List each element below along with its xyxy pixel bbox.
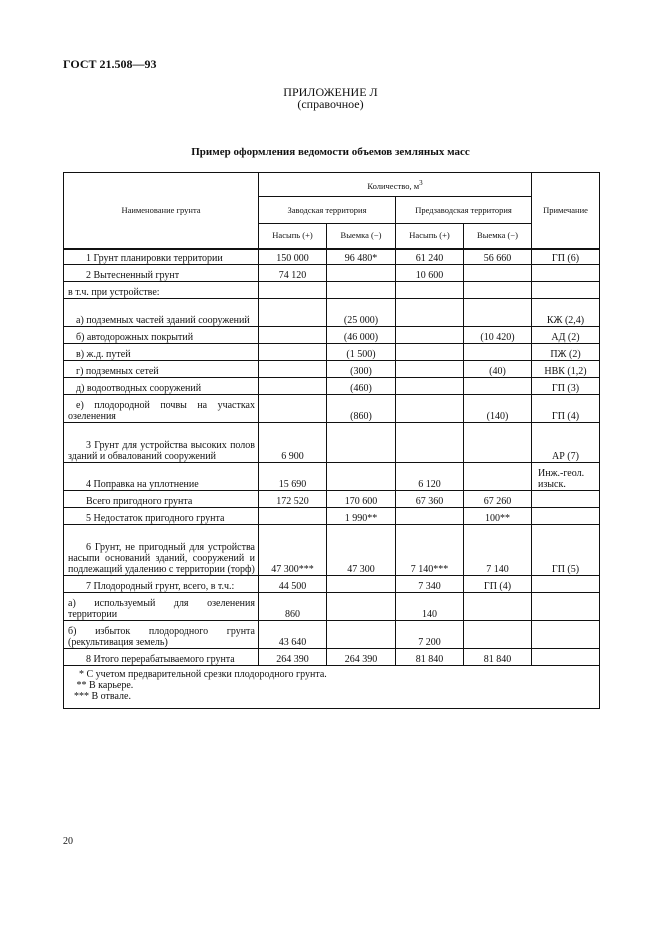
cell-note (532, 508, 600, 525)
table-row (64, 463, 600, 491)
cell-prefactory-cut (464, 265, 532, 282)
cell-factory-cut (327, 621, 396, 649)
header-note: Примечание (532, 173, 600, 249)
cell-prefactory-cut: ГП (4) (464, 576, 532, 593)
cell-prefactory-cut (464, 423, 532, 463)
cell-factory-fill: 74 120 (259, 265, 327, 282)
header-prefactory-territory: Предзаводская территория (396, 197, 532, 224)
cell-factory-cut: 47 300 (327, 525, 396, 576)
row-name: в) ж.д. путей (64, 344, 259, 361)
cell-prefactory-fill (396, 361, 464, 378)
cell-factory-fill: 172 520 (259, 491, 327, 508)
document-header: ГОСТ 21.508—93 (63, 57, 157, 71)
cell-note: АД (2) (532, 327, 600, 344)
row-name: 6 Грунт, не пригодный для устройства насыпи оснований зданий, сооружений и подлежащий удалению с территории (торф) (64, 525, 259, 576)
earthwork-volume-table (63, 172, 600, 709)
table-row (64, 299, 600, 327)
row-name: а) подземных частей зданий сооружений (64, 299, 259, 327)
cell-prefactory-fill: 61 240 (396, 249, 464, 265)
header-fill-prefactory: Насыпь (+) (396, 224, 464, 249)
appendix-heading (0, 86, 661, 110)
cell-factory-fill (259, 299, 327, 327)
cell-factory-fill (259, 508, 327, 525)
cell-factory-fill: 6 900 (259, 423, 327, 463)
cell-prefactory-fill: 6 120 (396, 463, 464, 491)
cell-prefactory-cut: (10 420) (464, 327, 532, 344)
cell-factory-fill (259, 344, 327, 361)
cell-factory-cut (327, 576, 396, 593)
cell-prefactory-fill (396, 282, 464, 299)
appendix-title: ПРИЛОЖЕНИЕ Л (283, 85, 378, 99)
cell-factory-fill (259, 361, 327, 378)
cell-prefactory-cut (464, 593, 532, 621)
cell-prefactory-cut (464, 344, 532, 361)
table-row (64, 344, 600, 361)
cell-note: ГП (5) (532, 525, 600, 576)
cell-factory-fill (259, 327, 327, 344)
table-row (64, 508, 600, 525)
row-name: г) подземных сетей (64, 361, 259, 378)
cell-prefactory-cut (464, 299, 532, 327)
cell-prefactory-fill (396, 327, 464, 344)
cell-note: АР (7) (532, 423, 600, 463)
cell-factory-cut (327, 282, 396, 299)
table-row (64, 395, 600, 423)
page-number: 20 (63, 836, 73, 847)
cell-prefactory-fill: 10 600 (396, 265, 464, 282)
cell-factory-cut (327, 593, 396, 621)
table-row (64, 576, 600, 593)
cell-note: ГП (6) (532, 249, 600, 265)
cell-factory-cut (327, 463, 396, 491)
cell-prefactory-fill (396, 508, 464, 525)
cell-prefactory-fill: 7 340 (396, 576, 464, 593)
cell-factory-cut: (300) (327, 361, 396, 378)
row-name: а) используемый для озеленения территории (64, 593, 259, 621)
table-row (64, 282, 600, 299)
cell-prefactory-cut (464, 282, 532, 299)
cell-prefactory-fill (396, 299, 464, 327)
cell-prefactory-cut (464, 621, 532, 649)
cell-prefactory-cut: (140) (464, 395, 532, 423)
cell-prefactory-cut: 7 140 (464, 525, 532, 576)
row-name: 3 Грунт для устройства высоких полов зданий и обвалований сооружений (64, 423, 259, 463)
row-name: б) избыток плодородного грунта (рекультивация земель) (64, 621, 259, 649)
cell-note: ГП (4) (532, 395, 600, 423)
table-row (64, 378, 600, 395)
table-row (64, 361, 600, 378)
table-row (64, 327, 600, 344)
row-name: е) плодородной почвы на участках озеленения (64, 395, 259, 423)
cell-factory-fill (259, 282, 327, 299)
table-row (64, 423, 600, 463)
cell-factory-cut (327, 265, 396, 282)
cell-factory-cut (327, 423, 396, 463)
table-row (64, 265, 600, 282)
row-name: 8 Итого перерабатываемого грунта (64, 649, 259, 666)
cell-note (532, 593, 600, 621)
document-title: Пример оформления ведомости объемов земляных масс (191, 146, 470, 158)
cell-factory-cut: (460) (327, 378, 396, 395)
cell-prefactory-fill (396, 378, 464, 395)
cell-note (532, 576, 600, 593)
table-row (64, 649, 600, 666)
cell-note (532, 282, 600, 299)
cell-prefactory-fill: 140 (396, 593, 464, 621)
cell-factory-fill: 44 500 (259, 576, 327, 593)
cell-prefactory-fill: 81 840 (396, 649, 464, 666)
header-row (64, 173, 600, 197)
header-name: Наименование грунта (64, 173, 259, 249)
header-cut-prefactory: Выемка (−) (464, 224, 532, 249)
cell-prefactory-fill: 7 200 (396, 621, 464, 649)
cell-prefactory-fill (396, 423, 464, 463)
cell-factory-fill: 860 (259, 593, 327, 621)
cell-prefactory-fill (396, 395, 464, 423)
cell-note (532, 491, 600, 508)
header-quantity: Количество, $м^3$ (259, 173, 532, 197)
cell-factory-cut: 264 390 (327, 649, 396, 666)
cell-factory-fill: 150 000 (259, 249, 327, 265)
header-cut-factory: Выемка (−) (327, 224, 396, 249)
table-row (64, 491, 600, 508)
row-name: д) водоотводных сооружений (64, 378, 259, 395)
cell-factory-fill (259, 395, 327, 423)
cell-prefactory-cut: 67 260 (464, 491, 532, 508)
cell-note (532, 265, 600, 282)
header-fill-factory: Насыпь (+) (259, 224, 327, 249)
appendix-subtitle: (справочное) (297, 97, 364, 111)
cell-prefactory-cut: 56 660 (464, 249, 532, 265)
row-name: 7 Плодородный грунт, всего, в т.ч.: (64, 576, 259, 593)
row-name: б) автодорожных покрытий (64, 327, 259, 344)
table-row (64, 621, 600, 649)
cell-factory-cut: (25 000) (327, 299, 396, 327)
cell-factory-cut: 96 480* (327, 249, 396, 265)
row-name: 2 Вытесненный грунт (64, 265, 259, 282)
row-name: 1 Грунт планировки территории (64, 249, 259, 265)
cell-note: ГП (3) (532, 378, 600, 395)
table-row (64, 525, 600, 576)
cell-factory-cut: 1 990** (327, 508, 396, 525)
row-name: 5 Недостаток пригодного грунта (64, 508, 259, 525)
header-factory-territory: Заводская территория (259, 197, 396, 224)
cell-factory-fill: 264 390 (259, 649, 327, 666)
cell-note: Инж.-геол. изыск. (532, 463, 600, 491)
row-name: Всего пригодного грунта (64, 491, 259, 508)
row-name: 4 Поправка на уплотнение (64, 463, 259, 491)
cell-factory-cut: (46 000) (327, 327, 396, 344)
footnotes (64, 666, 600, 709)
cell-note: НВК (1,2) (532, 361, 600, 378)
table-row (64, 593, 600, 621)
cell-factory-cut: 170 600 (327, 491, 396, 508)
cell-prefactory-cut: 100** (464, 508, 532, 525)
footnote: * С учетом предварительной срезки плодородного грунта. (74, 669, 327, 680)
table-row (64, 249, 600, 265)
cell-note (532, 621, 600, 649)
cell-note: КЖ (2,4) (532, 299, 600, 327)
footnote: *** В отвале. (74, 691, 131, 702)
cell-factory-cut: (860) (327, 395, 396, 423)
cell-prefactory-cut (464, 463, 532, 491)
row-name: в т.ч. при устройстве: (64, 282, 259, 299)
cell-factory-fill (259, 378, 327, 395)
cell-prefactory-cut (464, 378, 532, 395)
cell-prefactory-fill: 7 140*** (396, 525, 464, 576)
cell-prefactory-fill: 67 360 (396, 491, 464, 508)
cell-note (532, 649, 600, 666)
cell-factory-cut: (1 500) (327, 344, 396, 361)
footnotes-row (64, 666, 600, 709)
cell-note: ПЖ (2) (532, 344, 600, 361)
cell-prefactory-cut: 81 840 (464, 649, 532, 666)
cell-prefactory-cut: (40) (464, 361, 532, 378)
cell-factory-fill: 43 640 (259, 621, 327, 649)
cell-factory-fill: 47 300*** (259, 525, 327, 576)
footnote: ** В карьере. (74, 680, 134, 691)
cell-factory-fill: 15 690 (259, 463, 327, 491)
cell-prefactory-fill (396, 344, 464, 361)
